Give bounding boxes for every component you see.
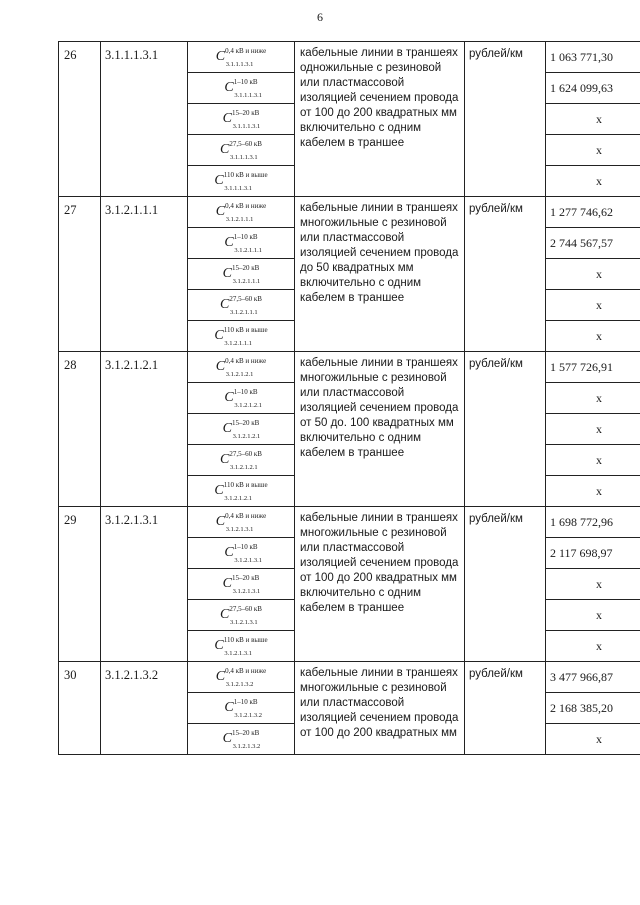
rate-code-subscript: 3.1.2.1.1.1 [234,247,263,254]
rate-voltage-class: 27,5–60 кВ [229,605,262,613]
rate-symbol [188,631,295,662]
rate-symbol-letter: C [215,204,226,219]
rate-symbol-formula [215,512,267,533]
rate-voltage-class: 0,4 кВ и ниже [225,357,267,365]
rate-symbol-letter: C [220,297,230,312]
rate-value: x [546,135,640,166]
rate-symbol-letter: C [222,576,232,591]
rate-symbol-formula [214,171,268,192]
row-unit: рублей/км [465,42,546,197]
rate-voltage-class: 1–10 кВ [233,78,258,86]
row-number: 30 [59,662,101,755]
rate-voltage-class: 27,5–60 кВ [229,295,262,303]
rate-symbol [188,507,295,538]
rate-symbol-letter: C [224,545,234,560]
row-code: 3.1.2.1.1.1 [101,197,188,352]
rate-symbol [188,538,295,569]
rate-symbol [188,600,295,631]
rate-symbol [188,476,295,507]
tariff-table [58,41,640,755]
rate-symbol-letter: C [215,49,226,64]
rate-code-subscript: 3.1.2.1.1.1 [224,340,253,347]
row-code: 3.1.1.1.3.1 [101,42,188,197]
rate-value: x [546,290,640,321]
row-code: 3.1.2.1.3.1 [101,507,188,662]
rate-symbol-formula [215,357,267,378]
rate-value: 2 117 698,97 [546,538,640,569]
rate-code-subscript: 3.1.2.1.2.1 [225,371,254,378]
rate-symbol-letter: C [215,359,226,374]
rate-symbol [188,104,295,135]
rate-value: x [546,104,640,135]
rate-symbol [188,724,295,755]
rate-code-subscript: 3.1.2.1.1.1 [232,278,261,285]
rate-value: x [546,724,640,755]
rate-code-subscript: 3.1.2.1.2.1 [224,495,253,502]
rate-symbol-formula [215,202,267,223]
row-unit: рублей/км [465,352,546,507]
rate-symbol-letter: C [215,514,226,529]
rate-value: x [546,259,640,290]
rate-symbol-letter: C [214,328,224,343]
rate-symbol-letter: C [214,638,224,653]
rate-symbol-formula [220,295,262,316]
rate-value: x [546,600,640,631]
rate-code-subscript: 3.1.2.1.3.1 [232,588,261,595]
rate-code-subscript: 3.1.2.1.2.1 [230,464,258,471]
rate-code-subscript: 3.1.2.1.3.2 [232,743,261,750]
rate-symbol [188,73,295,104]
rate-symbol-letter: C [222,266,232,281]
rate-voltage-class: 15–20 кВ [232,109,260,117]
rate-symbol-formula [214,481,268,502]
rate-symbol-formula [214,326,268,347]
rate-symbol-formula [224,698,263,719]
rate-symbol-formula [214,636,268,657]
rate-symbol [188,135,295,166]
rate-symbol [188,228,295,259]
row-number: 28 [59,352,101,507]
rate-code-subscript: 3.1.2.1.1.1 [230,309,258,316]
rate-value: x [546,445,640,476]
rate-value: 1 698 772,96 [546,507,640,538]
table-row [59,197,640,228]
table-row [59,42,640,73]
rate-symbol-letter: C [224,80,234,95]
rate-symbol-letter: C [214,483,224,498]
rate-symbol-formula [224,233,263,254]
rate-voltage-class: 15–20 кВ [232,419,260,427]
rate-symbol [188,569,295,600]
rate-code-subscript: 3.1.2.1.3.1 [224,650,253,657]
rate-symbol [188,290,295,321]
rate-value: 1 624 099,63 [546,73,640,104]
table-row [59,507,640,538]
rate-value: 2 168 385,20 [546,693,640,724]
row-number: 27 [59,197,101,352]
rate-code-subscript: 3.1.1.1.3.1 [225,61,254,68]
rate-symbol-letter: C [222,111,232,126]
rate-voltage-class: 1–10 кВ [233,698,258,706]
rate-symbol-letter: C [220,142,230,157]
rate-value: 2 744 567,57 [546,228,640,259]
rate-code-subscript: 3.1.1.1.3.1 [230,154,258,161]
table-row [59,662,640,693]
rate-symbol [188,662,295,693]
row-code: 3.1.2.1.2.1 [101,352,188,507]
rate-value: x [546,166,640,197]
rate-voltage-class: 0,4 кВ и ниже [225,202,267,210]
rate-symbol-letter: C [224,700,234,715]
rate-voltage-class: 15–20 кВ [232,574,260,582]
rate-code-subscript: 3.1.2.1.2.1 [232,433,261,440]
rate-voltage-class: 0,4 кВ и ниже [225,667,267,675]
rate-code-subscript: 3.1.2.1.2.1 [234,402,263,409]
rate-symbol [188,352,295,383]
rate-symbol-formula [222,109,261,130]
rate-symbol-formula [220,450,262,471]
rate-voltage-class: 110 кВ и выше [223,636,268,644]
rate-voltage-class: 0,4 кВ и ниже [225,47,267,55]
rate-voltage-class: 0,4 кВ и ниже [225,512,267,520]
rate-value: x [546,383,640,414]
rate-voltage-class: 27,5–60 кВ [229,140,262,148]
row-description: кабельные линии в траншеях многожильные с резиновой или пластмассовой изоляцией сечением провода от 100 до 200 квадратных мм включительно с одним кабелем в траншее [295,507,465,662]
rate-code-subscript: 3.1.2.1.3.1 [230,619,258,626]
rate-symbol-formula [224,78,263,99]
rate-symbol-formula [215,667,267,688]
rate-voltage-class: 1–10 кВ [233,388,258,396]
rate-symbol [188,693,295,724]
rate-symbol-formula [224,388,263,409]
rate-symbol-formula [224,543,263,564]
row-description: кабельные линии в траншеях одножильные с резиновой или пластмассовой изоляцией сечением провода от 100 до 200 квадратных мм включительно с одним кабелем в траншее [295,42,465,197]
rate-symbol [188,166,295,197]
row-unit: рублей/км [465,197,546,352]
page-number: 6 [317,10,323,24]
row-number: 29 [59,507,101,662]
rate-symbol [188,414,295,445]
rate-voltage-class: 27,5–60 кВ [229,450,262,458]
rate-value: x [546,631,640,662]
rate-voltage-class: 110 кВ и выше [223,171,268,179]
rate-symbol [188,42,295,73]
row-number: 26 [59,42,101,197]
rate-code-subscript: 3.1.1.1.3.1 [234,92,263,99]
row-description: кабельные линии в траншеях многожильные с резиновой или пластмассовой изоляцией сечением провода до 50 квадратных мм включительно с одним кабелем в траншее [295,197,465,352]
rate-symbol-formula [222,729,261,750]
rate-code-subscript: 3.1.2.1.3.1 [225,526,254,533]
rate-voltage-class: 1–10 кВ [233,233,258,241]
rate-symbol-letter: C [220,607,230,622]
rate-symbol-letter: C [224,390,234,405]
rate-symbol [188,383,295,414]
rate-symbol [188,197,295,228]
rate-value: x [546,414,640,445]
rate-symbol-formula [222,264,261,285]
rate-symbol-formula [222,574,261,595]
row-unit: рублей/км [465,507,546,662]
table-row [59,352,640,383]
rate-symbol [188,259,295,290]
rate-value: x [546,569,640,600]
tariff-table-body [59,42,640,755]
rate-symbol-formula [220,605,262,626]
rate-code-subscript: 3.1.1.1.3.1 [232,123,261,130]
rate-voltage-class: 110 кВ и выше [223,481,268,489]
rate-value: 1 577 726,91 [546,352,640,383]
rate-code-subscript: 3.1.2.1.3.2 [234,712,263,719]
rate-voltage-class: 15–20 кВ [232,264,260,272]
rate-voltage-class: 110 кВ и выше [223,326,268,334]
rate-symbol-letter: C [222,731,232,746]
rate-symbol-formula [220,140,262,161]
rate-value: 1 063 771,30 [546,42,640,73]
rate-symbol [188,445,295,476]
rate-code-subscript: 3.1.1.1.3.1 [224,185,253,192]
rate-symbol-letter: C [222,421,232,436]
rate-symbol-letter: C [214,173,224,188]
rate-value: 1 277 746,62 [546,197,640,228]
row-description: кабельные линии в траншеях многожильные с резиновой или пластмассовой изоляцией сечением провода от 100 до 200 квадратных мм [295,662,465,755]
rate-value: 3 477 966,87 [546,662,640,693]
row-unit: рублей/км [465,662,546,755]
rate-code-subscript: 3.1.2.1.3.2 [225,681,254,688]
row-code: 3.1.2.1.3.2 [101,662,188,755]
rate-symbol-formula [215,47,267,68]
rate-symbol-formula [222,419,261,440]
rate-value: x [546,321,640,352]
rate-code-subscript: 3.1.2.1.3.1 [234,557,263,564]
row-description: кабельные линии в траншеях многожильные с резиновой или пластмассовой изоляцией сечением провода от 50 до. 100 квадратных мм включительно с одним кабелем в траншее [295,352,465,507]
rate-symbol-letter: C [224,235,234,250]
rate-code-subscript: 3.1.2.1.1.1 [225,216,254,223]
rate-voltage-class: 1–10 кВ [233,543,258,551]
rate-symbol [188,321,295,352]
rate-value: x [546,476,640,507]
rate-symbol-letter: C [215,669,226,684]
rate-symbol-letter: C [220,452,230,467]
rate-voltage-class: 15–20 кВ [232,729,260,737]
